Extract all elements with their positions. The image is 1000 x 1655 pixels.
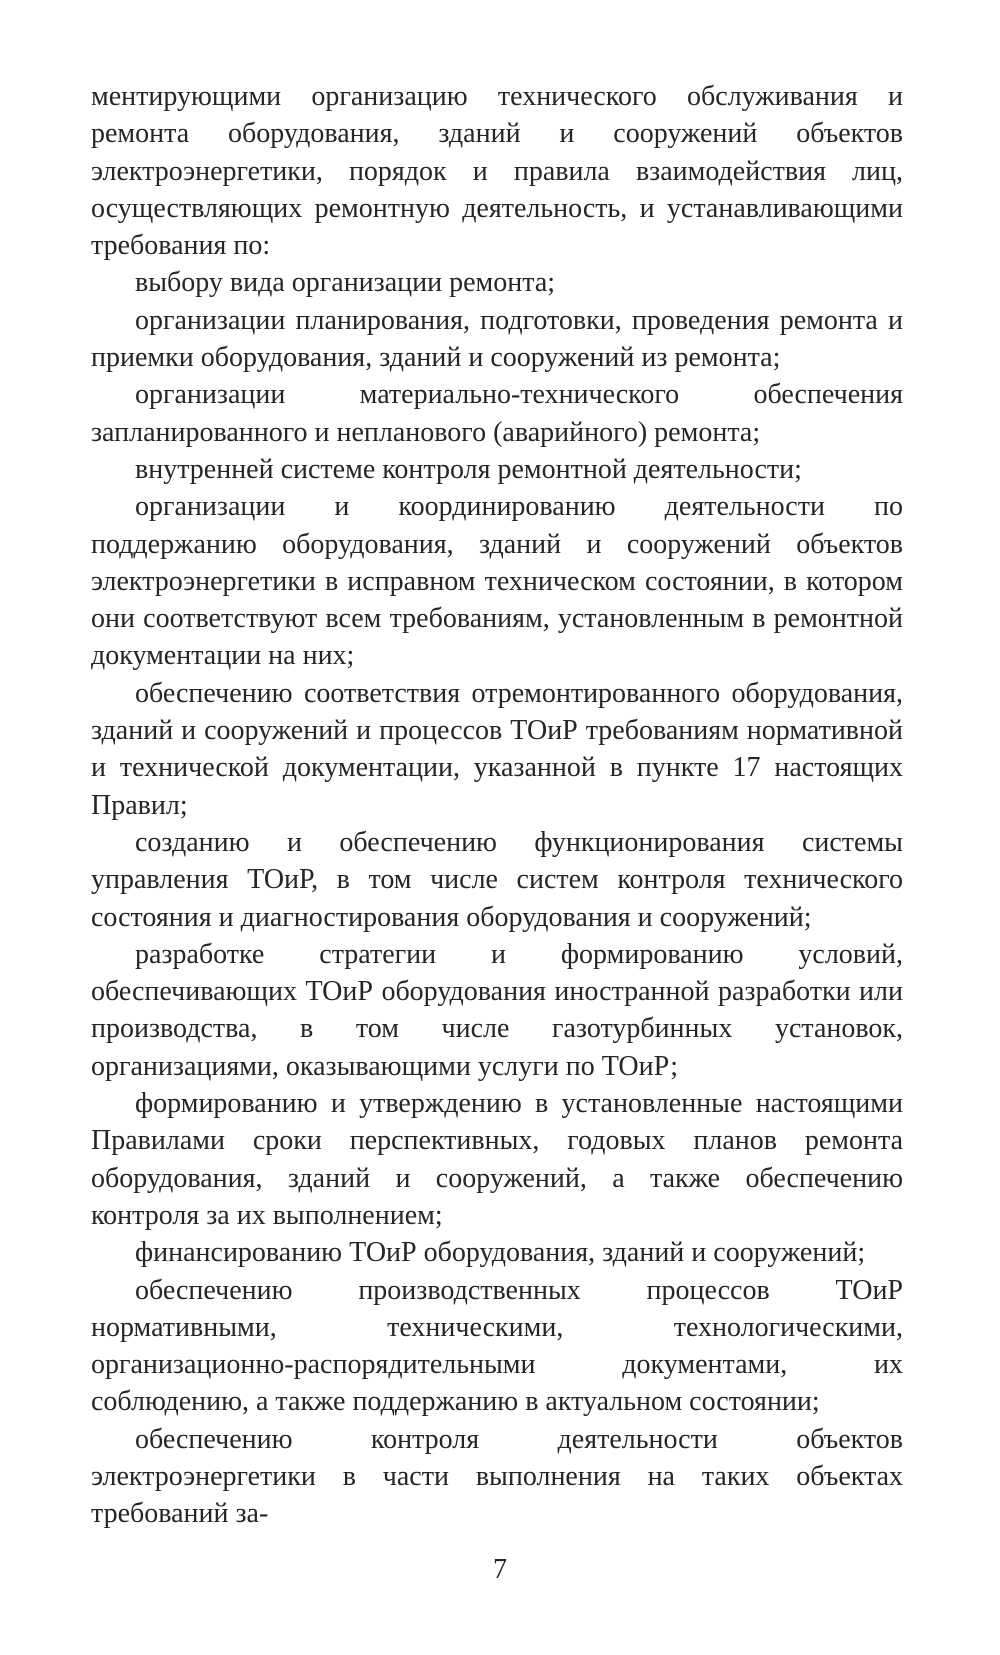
list-item: внутренней системе контроля ремонтной деятельности; <box>135 453 802 485</box>
list-item: обеспечению производственных процессов ТОиР нормативными, техническими, технологическими, организационно-распорядительными документами, их соблюдению, а также поддержанию в актуальном состоянии; <box>91 1274 903 1418</box>
list-item: обеспечению соответствия отремонтированного оборудования, зданий и сооружений и процессов ТОиР требованиям нормативной и технической документации, указанной в пункте 17 настоящих Правил; <box>91 677 903 821</box>
list-item: формированию и утверждению в установленные настоящими Правилами сроки перспективных, годовых планов ремонта оборудования, зданий и сооружений, а также обеспечению контроля за их выполнением; <box>91 1088 903 1231</box>
body-text <box>91 78 903 1533</box>
page-number: 7 <box>493 1554 507 1585</box>
list-item: обеспечению контроля деятельности объектов электроэнергетики в части выполнения на таких объектах требований за- <box>91 1423 903 1530</box>
list-item: финансированию ТОиР оборудования, зданий и сооружений; <box>135 1237 866 1269</box>
list-item: организации и координированию деятельности по поддержанию оборудования, зданий и сооружений объектов электроэнергетики в исправном техническом состоянии, в котором они соответствуют всем требованиям, установленным в ремонтной документации на них; <box>91 491 903 672</box>
paragraph-continuation: ментирующими организацию технического обслуживания и ремонта оборудования, зданий и сооружений объектов электроэнергетики, порядок и правила взаимодействия лиц, осуществляющих ремонтную деятельность, и устанавливающими требования по: <box>91 81 903 262</box>
list-item: организации материально-технического обеспечения запланированного и непланового (аварийного) ремонта; <box>91 379 903 448</box>
list-item: разработке стратегии и формированию условий, обеспечивающих ТОиР оборудования иностранной разработки или производства, в том числе газотурбинных установок, организациями, оказывающими услуги по ТОиР; <box>91 938 903 1082</box>
list-item: организации планирования, подготовки, проведения ремонта и приемки оборудования, зданий и сооружений из ремонта; <box>91 304 903 374</box>
list-item: выбору вида организации ремонта; <box>135 267 556 299</box>
list-item: созданию и обеспечению функционирования системы управления ТОиР, в том числе систем контроля технического состояния и диагностирования оборудования и сооружений; <box>91 826 903 933</box>
